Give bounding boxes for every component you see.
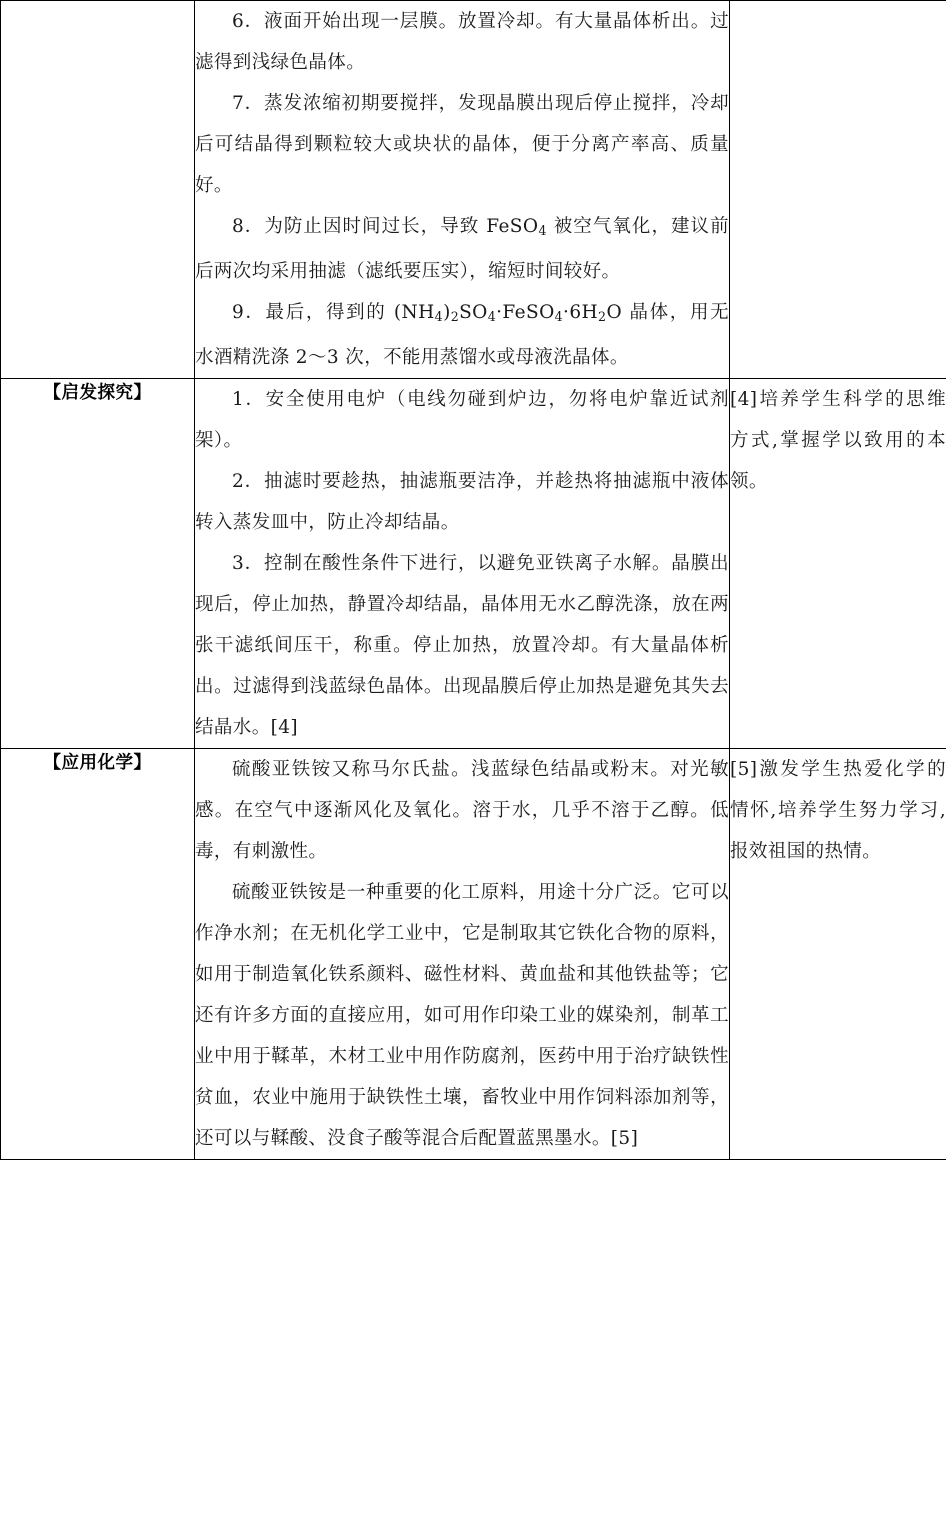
paragraph: 2．抽滤时要趁热，抽滤瓶要洁净，并趁热将抽滤瓶中液体转入蒸发皿中，防止冷却结晶。	[195, 470, 729, 533]
row-note-cell-2	[730, 378, 946, 748]
paragraph: 9．最后，得到的 $(NH_4)_2SO_4\cdot FeSO_4\cdot 6H_2O$ 晶体，用无水酒精洗涤 2～3 次，不能用蒸馏水或母液洗晶体。	[195, 301, 729, 368]
paragraph: 1．安全使用电炉（电线勿碰到炉边，勿将电炉靠近试剂架）。	[195, 388, 729, 451]
paragraph: 6．液面开始出现一层膜。放置冷却。有大量晶体析出。过滤得到浅绿色晶体。	[195, 11, 729, 73]
paragraph: 7．蒸发浓缩初期要搅拌，发现晶膜出现后停止搅拌，冷却后可结晶得到颗粒较大或块状的晶体，便于分离产率高、质量好。	[195, 93, 729, 196]
note-text: [5]激发学生热爱化学的情怀,培养学生努力学习,报效祖国的热情。	[730, 758, 946, 862]
table-row	[1, 378, 946, 748]
paragraph: 硫酸亚铁铵是一种重要的化工原料，用途十分广泛。它可以作净水剂；在无机化学工业中，它是制取其它铁化合物的原料，如用于制造氧化铁系颜料、磁性材料、黄血盐和其他铁盐等；它还有许多方面的直接应用，如可用作印染工业的媒染剂，制革工业中用于鞣革，木材工业中用作防腐剂，医药中用于治疗缺铁性贫血，农业中施用于缺铁性土壤，畜牧业中用作饲料添加剂等，还可以与鞣酸、没食子酸等混合后配置蓝黑墨水。[5]	[195, 881, 729, 1149]
table-row	[1, 1, 946, 379]
note-text: [4]培养学生科学的思维方式,掌握学以致用的本领。	[730, 388, 946, 492]
paragraph: 8．为防止因时间过长，导致 FeSO$_4$ 被空气氧化，建议前后两次均采用抽滤（滤纸要压实），缩短时间较好。	[195, 216, 729, 282]
row-note-cell-3	[730, 748, 946, 1159]
row-content-cell-2	[195, 378, 730, 748]
paragraph: 3．控制在酸性条件下进行，以避免亚铁离子水解。晶膜出现后，停止加热，静置冷却结晶，晶体用无水乙醇洗涤，放在两张干滤纸间压干，称重。停止加热，放置冷却。有大量晶体析出。过滤得到浅蓝绿色晶体。出现晶膜后停止加热是避免其失去结晶水。[4]	[195, 552, 729, 738]
paragraph: 硫酸亚铁铵又称马尔氏盐。浅蓝绿色结晶或粉末。对光敏感。在空气中逐渐风化及氧化。溶于水，几乎不溶于乙醇。低毒，有刺激性。	[195, 758, 729, 862]
row-label-cell-3: 【应用化学】	[1, 748, 195, 1159]
row-note-cell-1	[730, 1, 946, 379]
row-label-cell-2: 【启发探究】	[1, 378, 195, 748]
row-label-cell-1	[1, 1, 195, 379]
row-content-cell-1	[195, 1, 730, 379]
table-row	[1, 748, 946, 1159]
row-content-cell-3	[195, 748, 730, 1159]
